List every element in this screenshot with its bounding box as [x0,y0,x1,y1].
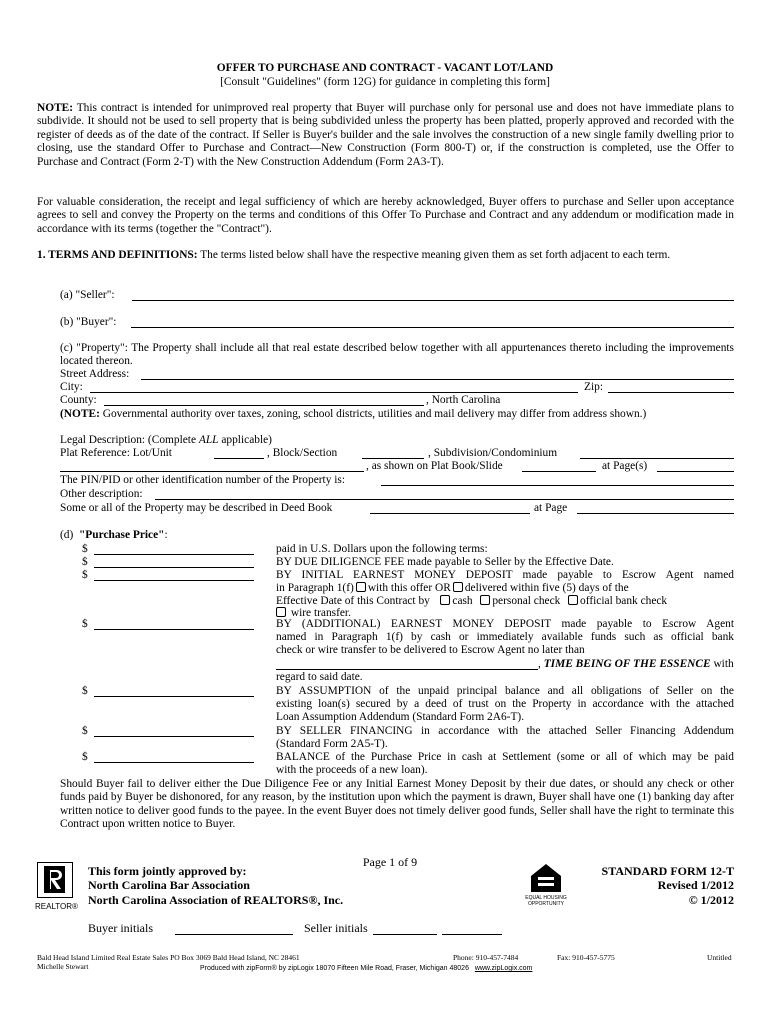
personal-check-checkbox[interactable] [480,595,490,605]
pin-label: The PIN/PID or other identification number of the Property is: [60,474,346,486]
plat-book-label: , as shown on Plat Book/Slide [366,460,503,472]
deed-page-input-line[interactable] [577,513,734,514]
balance-text-2: with the proceeds of a new loan). [276,764,428,776]
zip-input-line[interactable] [608,392,734,393]
balance-dollar: $ [82,751,88,763]
deed-page-label: at Page [534,502,568,514]
subdivision-label: , Subdivision/Condominium [428,447,558,459]
assumption-text-2: existing loan(s) secured by a deed of trust on the Property in accordance with the attached [276,698,734,710]
revised-date: Revised 1/2012 [657,878,734,892]
cash-checkbox[interactable] [440,595,450,605]
additional-deposit-text-4: , TIME BEING OF THE ESSENCE with [538,658,734,670]
wire-transfer-checkbox[interactable] [276,607,286,617]
price-terms-text: paid in U.S. Dollars upon the following terms: [276,543,488,555]
buyer-input-line[interactable] [131,327,734,328]
initial-deposit-text-4: wire transfer. [274,607,351,620]
plat-page-input-line[interactable] [657,471,734,472]
official-bank-check-checkbox[interactable] [568,595,578,605]
dd-fee-text: BY DUE DILIGENCE FEE made payable to Seller by the Effective Date. [276,556,614,568]
balance-input-line[interactable] [94,762,254,763]
initial-deposit-input-line[interactable] [94,580,254,581]
seller-label: (a) "Seller": [60,289,115,301]
additional-deposit-text-5: regard to said date. [276,671,363,683]
standard-form: STANDARD FORM 12-T [601,864,734,878]
note-label: NOTE: [37,102,74,114]
buyer-initials-label: Buyer initials [88,921,153,935]
street-input-line[interactable] [141,379,734,380]
equal-housing-icon [527,862,565,894]
plat-page-label: at Page(s) [602,460,648,472]
additional-deposit-text-1: BY (ADDITIONAL) EARNEST MONEY DEPOSIT made payable to Escrow Agent [276,618,734,630]
zip-label: Zip: [584,381,603,393]
ziplogix-link[interactable]: www.zipLogix.com [474,965,533,972]
seller-financing-dollar: $ [82,725,88,737]
page-number: Page 1 of 9 [362,855,418,869]
state-label: , North Carolina [426,394,501,406]
agency-info: Bald Head Island Limited Real Estate Sales PO Box 3069 Bald Head Island, NC 28461 [37,953,300,962]
note-text: This contract is intended for unimproved real property that Buyer will purchase only for personal use and does not have immediate plans to subdivide. It should not be used to sell property that is being subdivided unless the property has been platted, properly approved and recorded with the register of deeds as of the date of the contract. If Seller is Buyer's builder and the sale involves the construction of a new single family dwelling prior to closing, use the standard Offer to Purchase and Contract—New Construction (Form 800-T) or, if the construction is completed, use the Offer to Purchase and Contract (Form 2-T) with the New Construction Addendum (Form 2A3-T). [37,102,734,168]
seller-initials-input-line-2[interactable] [442,934,502,935]
seller-initials-label: Seller initials [304,921,368,935]
additional-deposit-text-3: check or wire transfer to be delivered to Escrow Agent no later than [276,644,585,656]
other-input-line[interactable] [155,499,734,500]
assumption-text-1: BY ASSUMPTION of the unpaid principal balance and all obligations of Seller on the [276,685,734,697]
section1-heading: 1. TERMS AND DEFINITIONS: [37,249,198,261]
dd-fee-dollar: $ [82,556,88,568]
subdivision-cont-line[interactable] [60,471,364,472]
buyer-label: (b) "Buyer": [60,316,117,328]
approved-by: This form jointly approved by: [88,864,247,878]
subdivision-input-line[interactable] [580,458,734,459]
county-label: County: [60,394,97,406]
realtor-logo-icon [37,862,73,898]
purchase-price-label: (d) "Purchase Price": [60,529,168,541]
balance-text-1: BALANCE of the Purchase Price in cash at Settlement (some or all of which may be paid [276,751,734,763]
produced-by: Produced with zipForm® by zipLogix 18070 Fifteen Mile Road, Fraser, Michigan 48026 www.zipLogix.com [200,965,533,972]
city-input-line[interactable] [90,392,578,393]
seller-initials-input-line-1[interactable] [373,934,437,935]
assumption-dollar: $ [82,685,88,697]
copyright: © 1/2012 [688,893,734,907]
buyer-initials-input-line[interactable] [175,934,293,935]
fax-number: Fax: 910-457-5775 [557,953,615,962]
initial-deposit-text-3: Effective Date of this Contract by cash personal check official bank check [276,595,668,607]
pin-input-line[interactable] [381,485,734,486]
form-title: OFFER TO PURCHASE AND CONTRACT - VACANT LOT/LAND [216,62,554,74]
dd-fee-input-line[interactable] [94,567,254,568]
seller-financing-input-line[interactable] [94,736,254,737]
plat-book-input-line[interactable] [522,471,596,472]
initial-deposit-text-2: in Paragraph 1(f) with this offer OR delivered within five (5) days of the [276,582,629,594]
realtor-logo-text: REALTOR® [35,902,78,911]
with-offer-checkbox[interactable] [356,582,366,592]
block-input-line[interactable] [362,458,424,459]
street-label: Street Address: [60,368,130,380]
deed-book-label: Some or all of the Property may be described in Deed Book [60,502,333,514]
additional-deposit-input-line[interactable] [94,629,254,630]
additional-deposit-date-line[interactable] [276,669,538,670]
additional-deposit-dollar: $ [82,618,88,630]
city-label: City: [60,381,83,393]
seller-input-line[interactable] [132,300,734,301]
equal-housing-text: EQUAL HOUSING OPPORTUNITY [525,895,567,907]
section1-text: The terms listed below shall have the respective meaning given them as set forth adjacent to each term. [197,249,671,261]
assumption-input-line[interactable] [94,696,254,697]
deed-book-input-line[interactable] [370,513,530,514]
lot-unit-input-line[interactable] [214,458,264,459]
realtors-association: North Carolina Association of REALTORS®, Inc. [88,893,344,907]
legal-title: Legal Description: (Complete ALL applicable) [60,434,272,446]
phone-number: Phone: 910-457-7484 [453,953,519,962]
plat-label: Plat Reference: Lot/Unit [60,447,172,459]
delivered-later-checkbox[interactable] [453,582,463,592]
consideration-paragraph: For valuable consideration, the receipt and legal sufficiency of which are hereby acknowledged, Buyer offers to purchase and Seller upon acceptance agrees to sell and convey the Property on the terms and conditions of this Offer To Purchase and Contract and any addendum or modification made in accordance with its terms (together the "Contract"). [37,196,734,235]
block-label: , Block/Section [267,447,338,459]
assumption-text-3: Loan Assumption Addendum (Standard Form 2A6-T). [276,711,525,723]
untitled-label: Untitled [707,953,732,962]
seller-financing-text-2: (Standard Form 2A5-T). [276,738,388,750]
initial-deposit-dollar: $ [82,569,88,581]
other-label: Other description: [60,488,143,500]
additional-deposit-text-2: named in Paragraph 1(f) by cash or immediately available funds such as official bank [276,631,734,643]
county-input-line[interactable] [104,405,424,406]
property-note: (NOTE: Governmental authority over taxes, zoning, school districts, utilities and mail delivery may differ from address shown.) [60,408,647,420]
note-paragraph [37,102,734,169]
agent-name: Michelle Stewart [37,962,89,971]
initial-deposit-text-1: BY INITIAL EARNEST MONEY DEPOSIT made payable to Escrow Agent named [276,569,734,581]
price-dollar: $ [82,543,88,555]
form-subtitle: [Consult "Guidelines" (form 12G) for guidance in completing this form] [220,76,550,88]
price-total-input-line[interactable] [94,554,254,555]
seller-financing-text-1: BY SELLER FINANCING in accordance with the attached Seller Financing Addendum [276,725,734,737]
bar-association: North Carolina Bar Association [88,878,250,892]
property-intro: (c) "Property": The Property shall include all that real estate described below together with all appurtenances thereto including the improvements located thereon. [60,342,734,368]
failure-paragraph: Should Buyer fail to deliver either the Due Diligence Fee or any Initial Earnest Money Deposit by their due dates, or should any check or other funds paid by Buyer be dishonored, for any reason, by the institution upon which the payment is drawn, Buyer shall have one (1) banking day after written notice to deliver good funds to the payee. In the event Buyer does not timely deliver good funds, Seller shall have the right to terminate this Contract upon written notice to Buyer. [60,778,734,831]
section1-paragraph [37,249,734,262]
